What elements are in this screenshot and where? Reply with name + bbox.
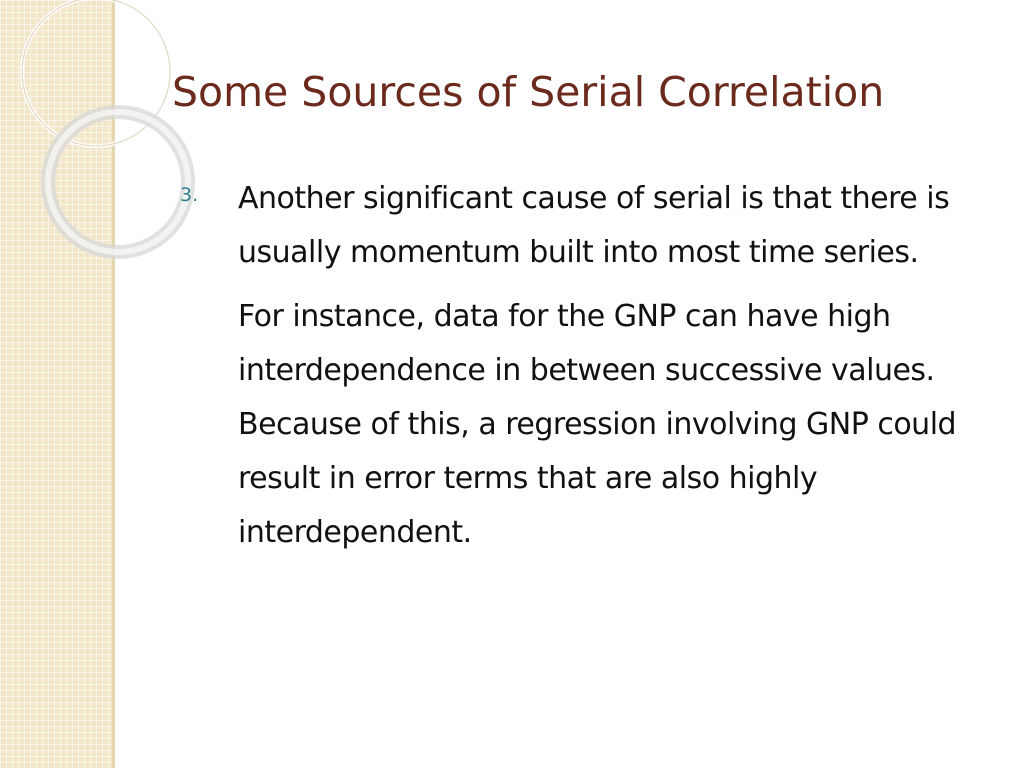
list-number: 3. [180,184,199,206]
paragraph-gnp-example: For instance, data for the GNP can have high interdependence in between successive values. Because of this, a regression involving GNP could result in error terms that are also highly interdependent. [238,299,957,550]
decorative-circles [0,0,160,260]
paragraph-momentum: Another significant cause of serial is that there is usually momentum built into most time series. [238,181,950,270]
slide-content [180,172,1000,570]
list-body [238,172,998,570]
list-item [180,172,1000,570]
slide-title: Some Sources of Serial Correlation [172,68,885,116]
